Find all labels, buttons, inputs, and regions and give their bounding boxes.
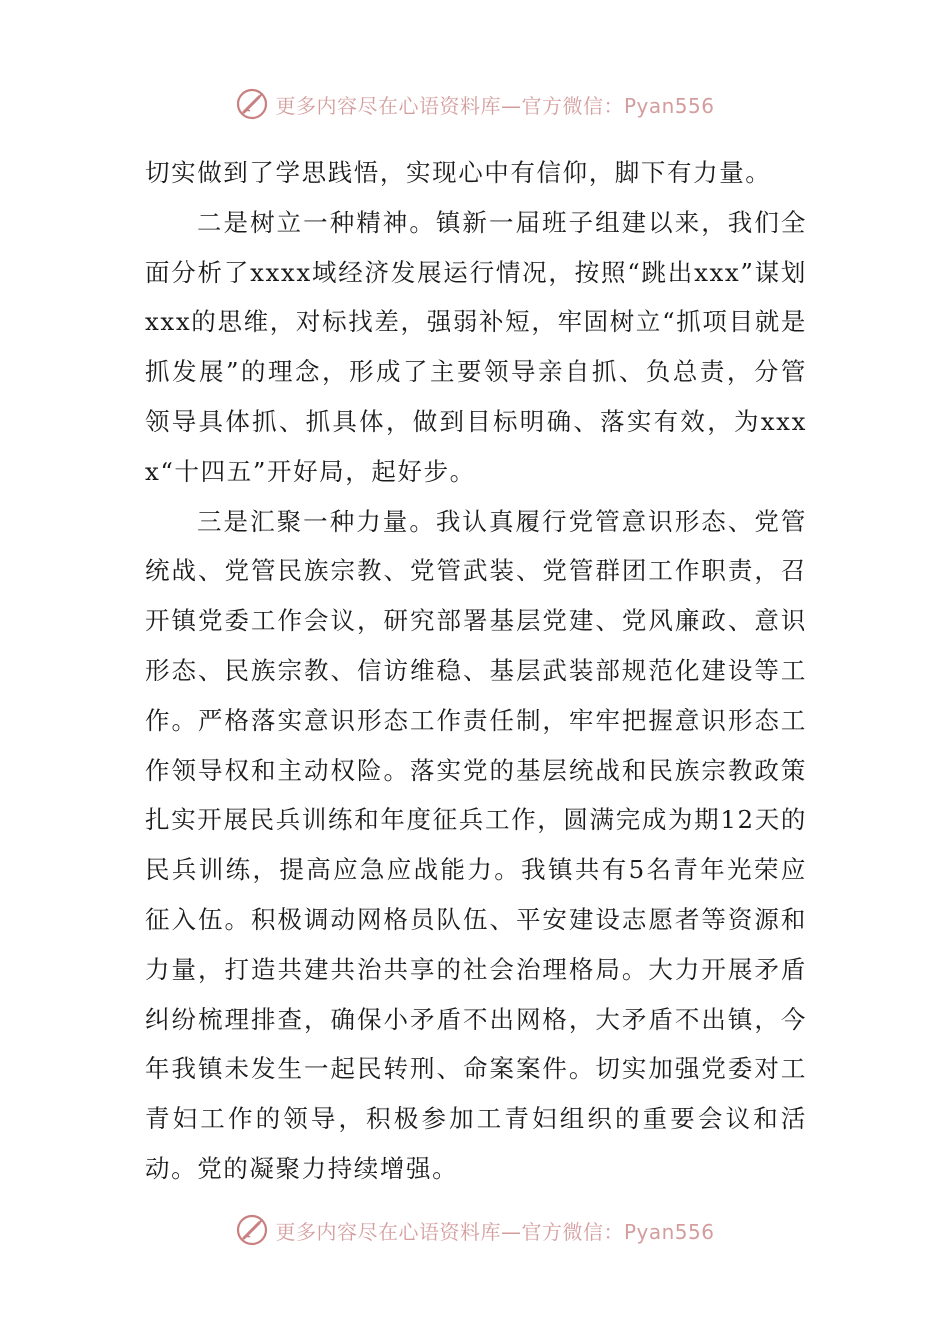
watermark-text: 更多内容尽在心语资料库—官方微信：Pyan556	[275, 1219, 715, 1244]
paragraph: 三是汇聚一种力量。我认真履行党管意识形态、党管统战、党管民族宗教、党管武装、党管群团工作职责，召开镇党委工作会议，研究部署基层党建、党风廉政、意识形态、民族宗教、信访维稳、基层武装部规范化建设等工作。严格落实意识形态工作责任制，牢牢把握意识形态工作领导权和主动权险。落实党的基层统战和民族宗教政策扎实开展民兵训练和年度征兵工作，圆满完成为期12天的民兵训练，提高应急应战能力。我镇共有5名青年光荣应征入伍。积极调动网格员队伍、平安建设志愿者等资源和力量，打造共建共治共享的社会治理格局。大力开展矛盾纠纷梳理排查，确保小矛盾不出网格，大矛盾不出镇，今年我镇未发生一起民转刑、命案案件。切实加强党委对工青妇工作的领导，积极参加工青妇组织的重要会议和活动。党的凝聚力持续增强。	[145, 506, 807, 1183]
paragraph: 二是树立一种精神。镇新一届班子组建以来，我们全面分析了xxxx域经济发展运行情况，按照“跳出xxx”谋划xxx的思维，对标找差，强弱补短，牢固树立“抓项目就是抓发展”的理念，形成了主要领导亲自抓、负总责，分管领导具体抓、抓具体，做到目标明确、落实有效，为xxxx“十四五”开好局，起好步。	[145, 207, 807, 486]
watermark-footer	[0, 1210, 950, 1250]
pen-logo-icon	[235, 87, 269, 121]
watermark-header	[0, 84, 950, 124]
document-body	[145, 148, 807, 1194]
paragraph: 切实做到了学思践悟，实现心中有信仰，脚下有力量。	[145, 158, 772, 187]
watermark-text: 更多内容尽在心语资料库—官方微信：Pyan556	[275, 93, 715, 118]
pen-logo-icon	[235, 1213, 269, 1247]
